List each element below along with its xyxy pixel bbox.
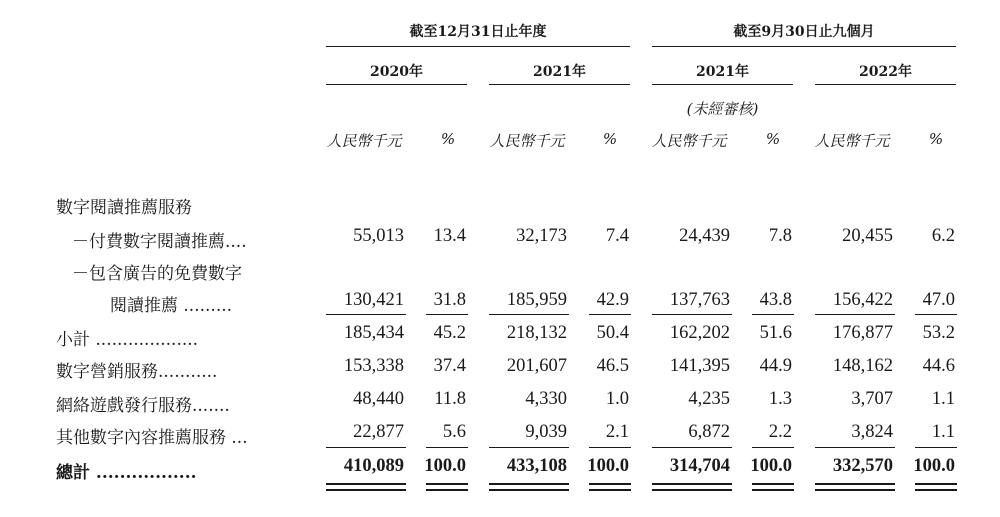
double-rule — [652, 483, 732, 485]
cell: 148,162 — [832, 356, 893, 376]
cell: 13.4 — [433, 226, 466, 246]
total-rule — [426, 447, 468, 448]
cell: 137,763 — [669, 290, 730, 310]
unit-pct-2: % — [602, 130, 618, 148]
cell: 50.4 — [596, 323, 629, 343]
total-rule — [489, 447, 569, 448]
row-label-free-reading-1: －包含廣告的免費數字 — [72, 264, 242, 284]
row-label-subtotal: 小計 ................... — [56, 330, 199, 350]
total-rule — [752, 447, 794, 448]
subtotal-rule — [652, 314, 732, 315]
year-rule-3 — [652, 84, 793, 85]
unit-rmb-2: 人民幣千元 — [489, 132, 565, 150]
double-rule — [915, 483, 957, 485]
total-rule — [815, 447, 895, 448]
subtotal-rule — [752, 314, 794, 315]
total-rule — [915, 447, 957, 448]
row-label-free-reading-2: 閱讀推薦 ......... — [110, 296, 233, 316]
cell: 156,422 — [832, 290, 893, 310]
double-rule — [752, 483, 794, 485]
cell-total: 100.0 — [750, 456, 792, 476]
subtotal-rule — [489, 314, 569, 315]
unit-rmb-3: 人民幣千元 — [651, 132, 727, 150]
cell: 3,824 — [851, 422, 893, 442]
cell: 22,877 — [353, 422, 404, 442]
double-rule — [326, 483, 406, 485]
row-label-games: 網絡遊戲發行服務....... — [56, 396, 230, 416]
cell: 153,338 — [343, 356, 404, 376]
unit-pct-4: % — [928, 130, 944, 148]
double-rule — [915, 489, 957, 491]
double-rule — [815, 489, 895, 491]
cell: 32,173 — [516, 226, 567, 246]
row-label-digital-reading: 數字閱讀推薦服務 — [56, 198, 192, 218]
subtotal-rule — [426, 314, 468, 315]
cell: 43.8 — [759, 290, 792, 310]
cell: 45.2 — [433, 323, 466, 343]
cell: 3,707 — [851, 389, 893, 409]
unit-pct-1: % — [440, 130, 456, 148]
double-rule — [589, 489, 631, 491]
cell: 51.6 — [759, 323, 792, 343]
cell: 6,872 — [688, 422, 730, 442]
cell-total: 100.0 — [587, 456, 629, 476]
double-rule — [326, 489, 406, 491]
unit-pct-3: % — [765, 130, 781, 148]
row-label-paid-reading: －付費數字閱讀推薦.... — [72, 232, 247, 252]
year-header-2: 2021年 — [533, 64, 586, 80]
cell: 7.4 — [605, 226, 629, 246]
row-label-marketing: 數字營銷服務........... — [56, 362, 218, 382]
cell: 176,877 — [832, 323, 893, 343]
cell: 42.9 — [596, 290, 629, 310]
cell: 162,202 — [669, 323, 730, 343]
cell: 5.6 — [442, 422, 466, 442]
cell: 4,235 — [688, 389, 730, 409]
cell: 44.6 — [922, 356, 955, 376]
double-rule — [652, 489, 732, 491]
cell-total: 100.0 — [424, 456, 466, 476]
cell-total: 100.0 — [913, 456, 955, 476]
total-rule — [652, 447, 732, 448]
subtotal-rule — [915, 314, 957, 315]
double-rule — [489, 489, 569, 491]
cell: 37.4 — [433, 356, 466, 376]
cell: 1.1 — [931, 422, 955, 442]
cell: 185,959 — [506, 290, 567, 310]
unit-rmb-1: 人民幣千元 — [326, 132, 402, 150]
cell-total: 332,570 — [832, 456, 893, 476]
period-header-nine-months: 截至9月30日止九個月 — [733, 24, 875, 40]
year-rule-1 — [326, 84, 467, 85]
unaudited-note: (未經審核) — [686, 100, 759, 118]
cell: 44.9 — [759, 356, 792, 376]
row-label-total: 總計 ................. — [56, 463, 197, 483]
year-header-1: 2020年 — [370, 64, 423, 80]
cell: 1.0 — [605, 389, 629, 409]
row-label-other: 其他數字內容推薦服務 ... — [56, 428, 248, 448]
cell: 7.8 — [768, 226, 792, 246]
cell: 55,013 — [353, 226, 404, 246]
period-header-year: 截至12月31日止年度 — [409, 24, 547, 40]
subtotal-rule — [326, 314, 406, 315]
cell: 185,434 — [343, 323, 404, 343]
total-rule — [589, 447, 631, 448]
cell: 201,607 — [506, 356, 567, 376]
cell-total: 314,704 — [669, 456, 730, 476]
cell-total: 410,089 — [343, 456, 404, 476]
cell: 47.0 — [922, 290, 955, 310]
unit-rmb-4: 人民幣千元 — [814, 132, 890, 150]
cell: 2.1 — [605, 422, 629, 442]
double-rule — [589, 483, 631, 485]
cell: 1.1 — [931, 389, 955, 409]
cell: 24,439 — [679, 226, 730, 246]
year-header-3: 2021年 — [696, 64, 749, 80]
cell: 218,132 — [506, 323, 567, 343]
cell: 20,455 — [842, 226, 893, 246]
subtotal-rule — [815, 314, 895, 315]
cell: 31.8 — [433, 290, 466, 310]
cell: 11.8 — [434, 389, 466, 409]
year-rule-4 — [815, 84, 956, 85]
double-rule — [426, 483, 468, 485]
cell: 4,330 — [525, 389, 567, 409]
double-rule — [426, 489, 468, 491]
double-rule — [752, 489, 794, 491]
cell: 48,440 — [353, 389, 404, 409]
cell: 1.3 — [768, 389, 792, 409]
period-rule-nine-months — [652, 46, 956, 47]
double-rule — [489, 483, 569, 485]
cell: 9,039 — [525, 422, 567, 442]
cell: 141,395 — [669, 356, 730, 376]
cell-total: 433,108 — [506, 456, 567, 476]
cell: 6.2 — [931, 226, 955, 246]
cell: 130,421 — [343, 290, 404, 310]
total-rule — [326, 447, 406, 448]
cell: 2.2 — [768, 422, 792, 442]
subtotal-rule — [589, 314, 631, 315]
year-rule-2 — [489, 84, 630, 85]
period-rule-year — [326, 46, 630, 47]
cell: 53.2 — [922, 323, 955, 343]
cell: 46.5 — [596, 356, 629, 376]
year-header-4: 2022年 — [859, 64, 912, 80]
double-rule — [815, 483, 895, 485]
